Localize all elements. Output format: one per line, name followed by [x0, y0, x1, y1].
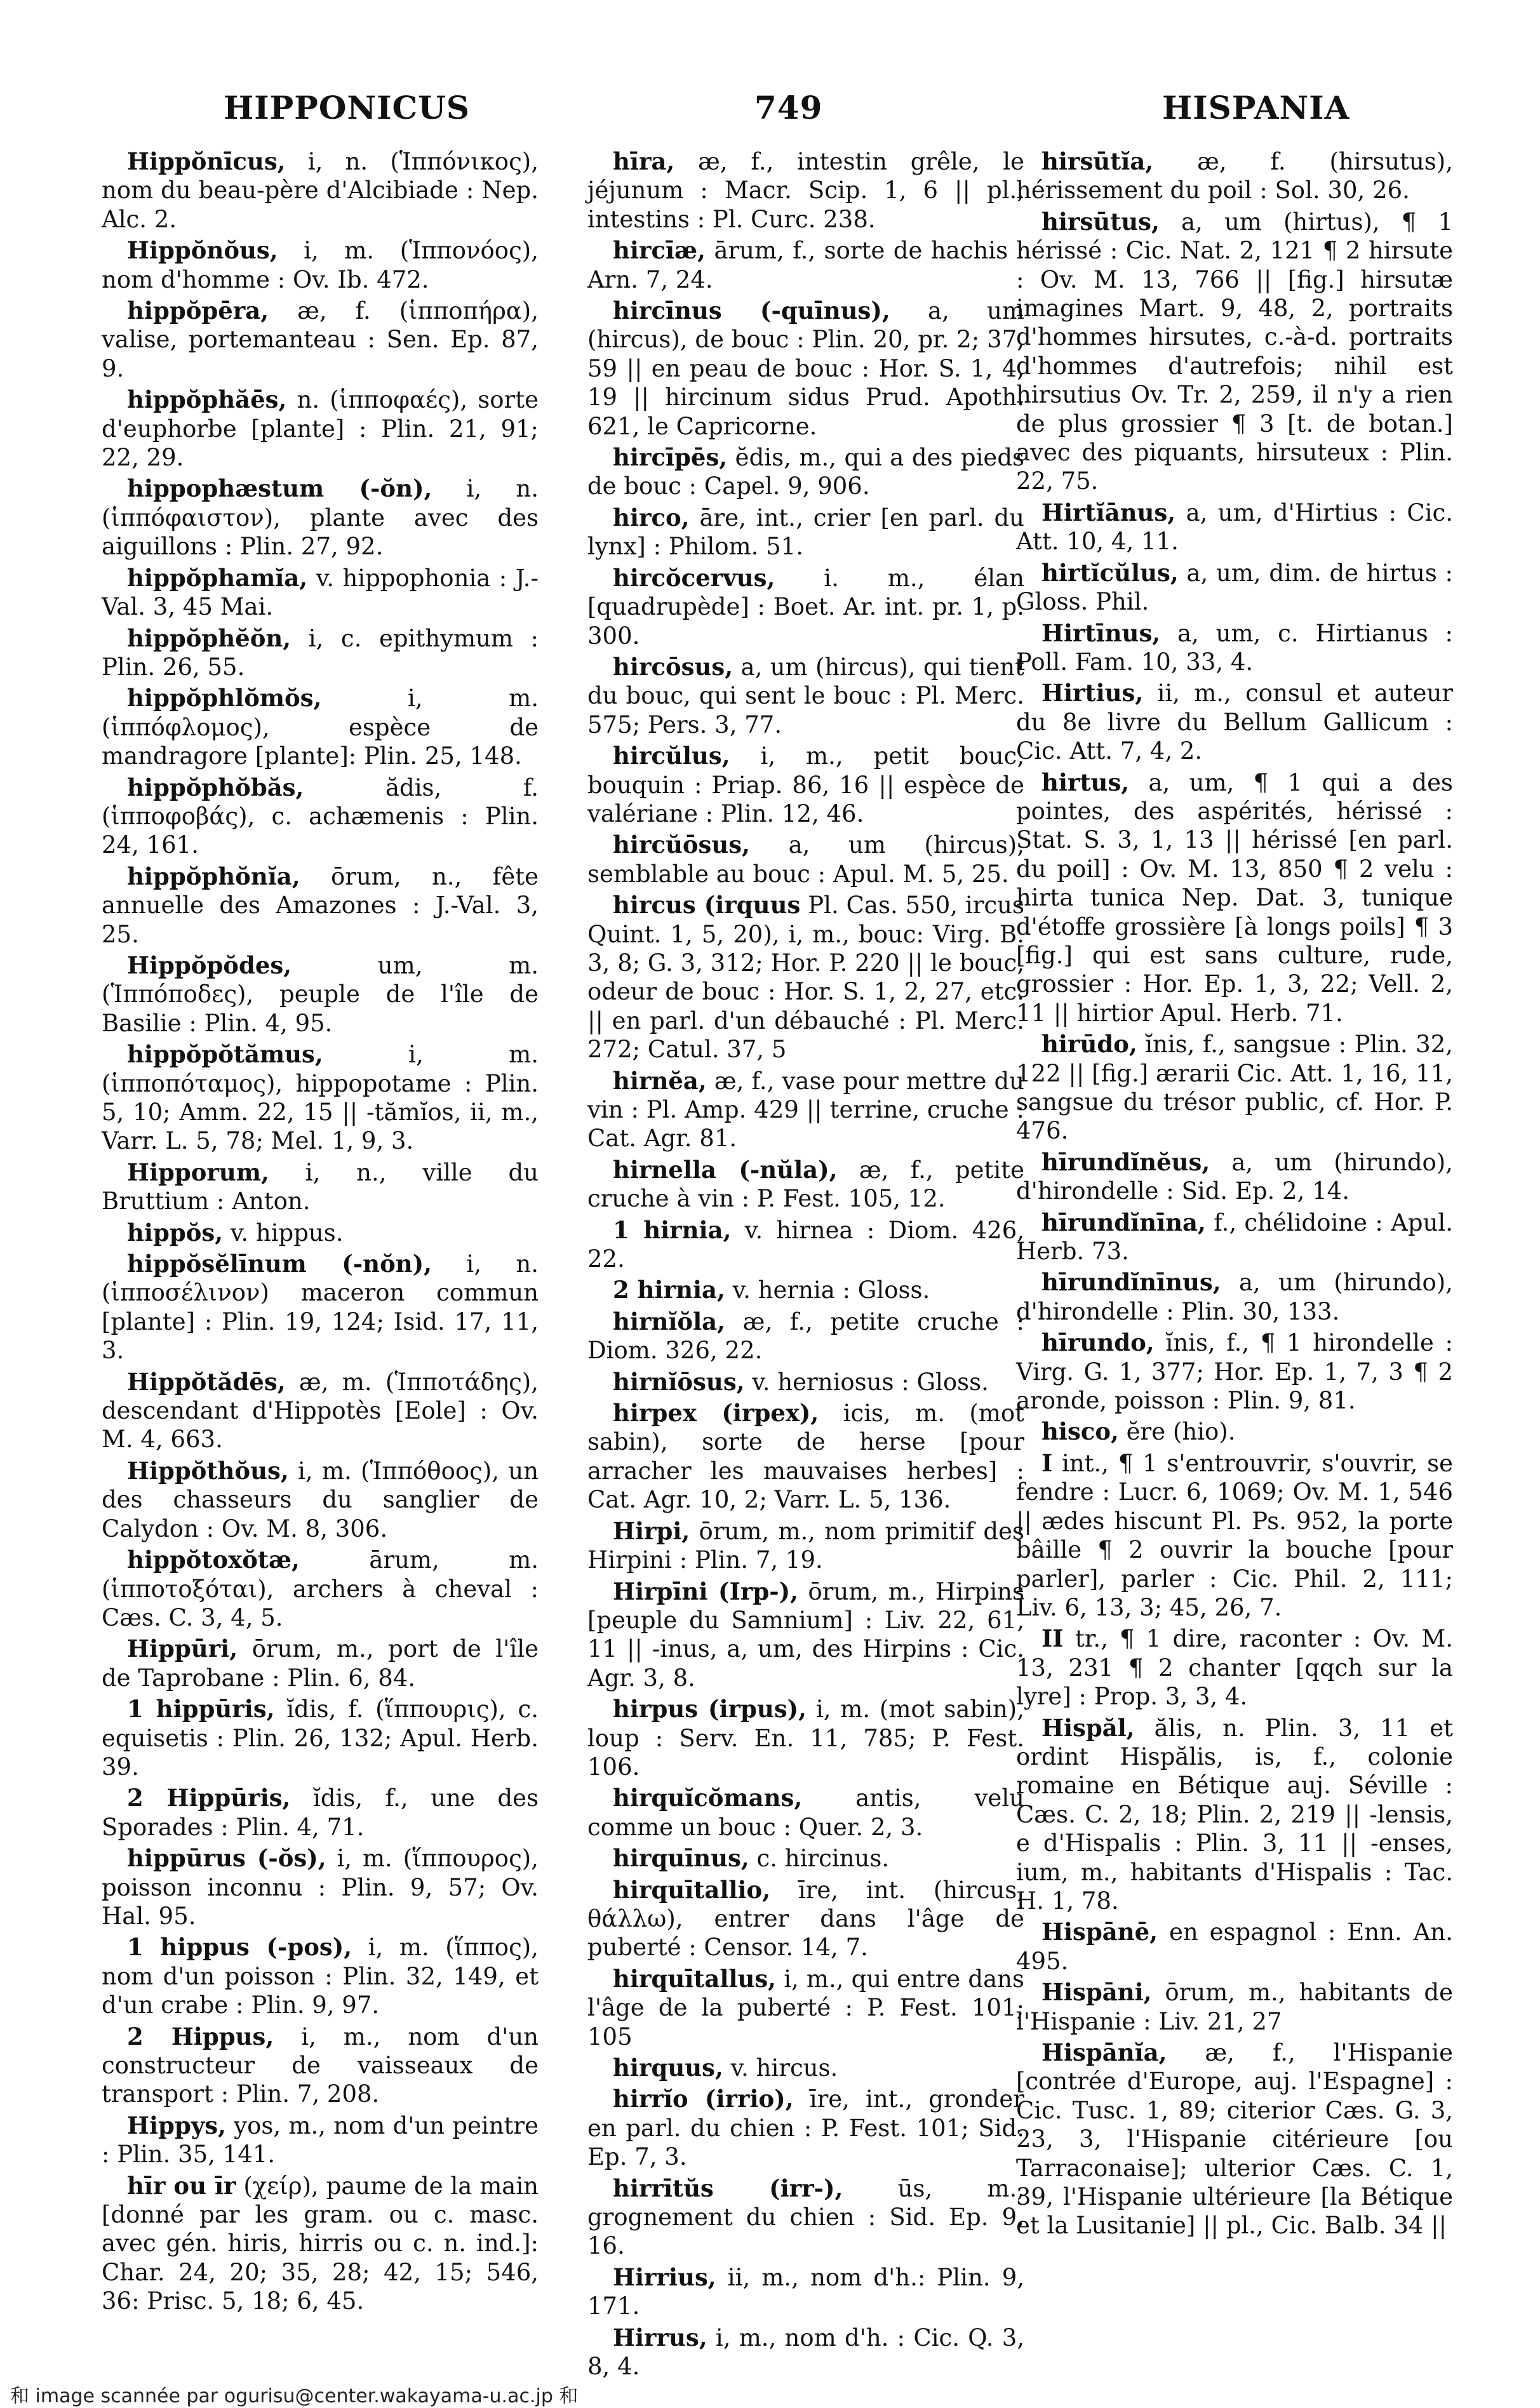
running-head-left: HIPPONICUS — [224, 89, 470, 126]
entry-headword: hirquītallio, — [613, 1875, 771, 1904]
entry-definition: ārum, f., sorte de hachis : Arn. 7, 24. — [587, 237, 1024, 293]
dictionary-entry — [1016, 768, 1453, 1028]
entry-headword: hircīæ, — [613, 236, 706, 265]
entry-definition: um, m. (Ἱππόποδες), peuple de l'île de Basilie : Plin. 4, 95. — [102, 951, 539, 1037]
entry-headword: hirquĭcŏmans, — [613, 1784, 803, 1812]
dictionary-entry — [102, 1158, 539, 1216]
entry-headword: hirpus (irpus), — [613, 1695, 807, 1723]
entry-headword: hippŏs, — [127, 1218, 224, 1247]
entry-headword: Hirrius, — [613, 2263, 716, 2291]
entry-definition: ūs, m., grognement du chien : Sid. Ep. 9, 16. — [587, 2174, 1025, 2260]
entry-definition: v. herniosus : Gloss. — [744, 1368, 989, 1396]
dictionary-entry — [102, 1368, 539, 1454]
entry-headword: hippŏphŏnĭa, — [127, 862, 300, 890]
entry-definition: v. hircus. — [723, 2054, 838, 2082]
dictionary-entry — [587, 1876, 1024, 1962]
entry-definition: ōrum, m., nom primitif des Hirpini : Plin. 7, 19. — [587, 1517, 1024, 1574]
entry-definition: tr., ¶ 1 dire, raconter : Ov. M. 13, 231 ¶ 2 chanter [qqch sur la lyre] : Prop. 3, 3, 4. — [1016, 1625, 1453, 1711]
dictionary-entry — [587, 1577, 1024, 1693]
dictionary-entry — [587, 1784, 1024, 1842]
entry-definition: æ, m. (Ἱπποτάδης), descendant d'Hippotès [Eole] : Ov. M. 4, 663. — [102, 1368, 539, 1454]
entry-definition: æ, f., petite cruche : Diom. 326, 22. — [587, 1308, 1024, 1365]
entry-definition: ĕdis, m., qui a des pieds de bouc : Capel. 9, 906. — [587, 444, 1024, 500]
entry-headword: Hippŏtădēs, — [127, 1367, 286, 1396]
entry-definition: antis, velu comme un bouc : Quer. 2, 3. — [587, 1784, 1024, 1841]
dictionary-entry — [587, 891, 1024, 1064]
dictionary-entry — [102, 147, 539, 234]
entry-definition: ōrum, m., Hirpins [peuple du Samnium] : Liv. 22, 61, 11 || -inus, a, um, des Hirpins : Cic. Agr. 3, 8. — [587, 1577, 1024, 1692]
entry-headword: hirco, — [613, 503, 690, 532]
dictionary-entry — [102, 624, 539, 682]
entry-definition: ădis, f. (ἱπποφοβάς), c. achæmenis : Plin. 24, 161. — [102, 773, 539, 859]
entry-headword: Hirpīni (Irp-), — [613, 1577, 798, 1605]
dictionary-entry — [587, 1216, 1024, 1274]
entry-definition: ĭnis, f., ¶ 1 hirondelle : Virg. G. 1, 377; Hor. Ep. 1, 7, 3 ¶ 2 aronde, poisson : Plin. 9, 81. — [1016, 1329, 1453, 1415]
entry-headword: hirquītallus, — [613, 1964, 777, 1993]
dictionary-entry — [102, 1250, 539, 1365]
entry-headword: Hippŏnŏus, — [127, 236, 278, 265]
dictionary-entry — [1016, 679, 1453, 765]
entry-headword: hirquus, — [613, 2054, 723, 2082]
entry-headword: hircīpēs, — [613, 443, 728, 472]
entry-headword: hircŭōsus, — [613, 831, 751, 859]
dictionary-entry — [1016, 1208, 1453, 1266]
entry-headword: hīrundĭnīna, — [1041, 1208, 1206, 1236]
dictionary-entry — [587, 1368, 1024, 1396]
entry-definition: ārum, m. (ἱπποτοξόται), archers à cheval : Cæs. C. 3, 4, 5. — [102, 1546, 539, 1631]
dictionary-entry — [102, 2172, 539, 2316]
entry-headword: Hirtīnus, — [1041, 619, 1161, 647]
entry-headword: Hippūri, — [127, 1635, 238, 1663]
entry-headword: hircōsus, — [613, 652, 733, 681]
entry-headword: hīrundĭnīnus, — [1041, 1268, 1221, 1297]
dictionary-entry — [102, 1457, 539, 1543]
dictionary-entry — [1016, 1918, 1453, 1976]
entry-headword: hirpex (irpex), — [613, 1399, 819, 1428]
dictionary-entry — [102, 385, 539, 472]
dictionary-entry — [102, 1040, 539, 1156]
entry-definition: æ, f., l'Hispanie [contrée d'Europe, auj. l'Espagne] : Cic. Tusc. 1, 89; citerior Cæs. G. 3, 23, 3, l'Hispanie citérieure [ou Tarraconaise]; ulterior Cæs. C. 1, 39, l'Hispanie ultérieure [la Bétique et la Lusitanie] || pl., Cic. Balb. 34 || — [1016, 2039, 1453, 2240]
entry-definition: i, m. (Ἱππόθοος), un des chasseurs du sanglier de Calydon : Ov. M. 8, 306. — [102, 1457, 539, 1542]
dictionary-entry — [587, 504, 1024, 561]
entry-definition: ōrum, m., port de l'île de Taprobane : Plin. 6, 84. — [102, 1635, 539, 1692]
entry-definition: a, um (hircus), qui tient du bouc, qui sent le bouc : Pl. Merc. 575; Pers. 3, 77. — [587, 653, 1024, 739]
dictionary-entry — [1016, 619, 1453, 677]
entry-definition: a, um (hirtus), ¶ 1 hérissé : Cic. Nat. 2, 121 ¶ 2 hirsute : Ov. M. 13, 766 || [fig.] hirsutæ imagines Mart. 9, 48, 2, portraits d'hommes hirsutes, c.-à-d. portraits d'hommes d'autrefois; nihil est hirsutius Ov. Tr. 2, 259, il n'y a rien de plus grossier ¶ 3 [t. de botan.] avec des piquants, hirsuteux : Plin. 22, 75. — [1016, 208, 1453, 495]
entry-headword: hirnella (-nŭla), — [613, 1155, 838, 1184]
entry-headword: I — [1041, 1448, 1053, 1477]
entry-headword: hippŏphĕŏn, — [127, 624, 291, 652]
entry-definition: a, um, d'Hirtius : Cic. Att. 10, 4, 11. — [1016, 498, 1453, 556]
entry-headword: hirūdo, — [1041, 1030, 1137, 1059]
entry-headword: hirnĭŏla, — [613, 1307, 725, 1335]
entry-definition: i, m., nom d'h. : Cic. Q. 3, 8, 4. — [587, 2324, 1024, 2381]
entry-headword: Hirpi, — [613, 1516, 690, 1545]
entry-definition: i, m. (ἵππουρος), poisson inconnu : Plin. 9, 57; Ov. Hal. 95. — [102, 1845, 539, 1930]
dictionary-entry — [102, 1844, 539, 1930]
entry-headword: hippŏpŏtămus, — [127, 1040, 323, 1069]
entry-definition: i, n. (ἱπποσέλινον) maceron commun [plante] : Plin. 19, 124; Isid. 17, 11, 3. — [102, 1250, 539, 1365]
entry-headword: hippŏpēra, — [127, 297, 269, 325]
column-1 — [102, 147, 539, 2318]
dictionary-entry — [587, 1695, 1024, 1781]
entry-definition: a, um, dim. de hirtus : Gloss. Phil. — [1016, 559, 1453, 616]
entry-headword: hisco, — [1041, 1417, 1119, 1446]
entry-headword: Hirtĭānus, — [1041, 498, 1176, 526]
entry-definition: ii, m., consul et auteur du 8e livre du Bellum Gallicum : Cic. Att. 7, 4, 2. — [1016, 679, 1453, 765]
entry-headword: hircŭlus, — [613, 742, 730, 770]
dictionary-entry — [587, 2263, 1024, 2321]
entry-definition: īre, int., gronder en parl. du chien : P. Fest. 101; Sid. Ep. 7, 3. — [587, 2085, 1024, 2171]
entry-definition: ii, m., nom d'h.: Plin. 9, 171. — [587, 2263, 1024, 2320]
dictionary-entry — [1016, 559, 1453, 617]
entry-definition: ălis, n. Plin. 3, 11 et ordint Hispălis, is, f., colonie romaine en Bétique auj. Séville : Cæs. C. 2, 18; Plin. 2, 219 || -lensis, e d'Hispalis : Plin. 3, 11 || -enses, ium, m., habitants d'Hispalis : Tac. H. 1, 78. — [1016, 1714, 1453, 1915]
entry-headword: hirnĭōsus, — [613, 1367, 745, 1396]
entry-definition: æ, f. (hirsutus), hérissement du poil : Sol. 30, 26. — [1016, 148, 1453, 204]
entry-headword: Hispăl, — [1041, 1713, 1135, 1742]
entry-definition: æ, f., vase pour mettre du vin : Pl. Amp. 429 || terrine, cruche : Cat. Agr. 81. — [587, 1067, 1024, 1153]
entry-headword: 1 hippūris, — [127, 1695, 275, 1723]
entry-definition: f., chélidoine : Apul. Herb. 73. — [1016, 1208, 1453, 1266]
entry-headword: hippŏphăēs, — [127, 385, 287, 414]
entry-definition: yos, m., nom d'un peintre : Plin. 35, 141. — [102, 2111, 539, 2169]
dictionary-entry — [587, 1156, 1024, 1214]
dictionary-entry — [102, 773, 539, 860]
entry-definition: i, n., ville du Bruttium : Anton. — [102, 1158, 539, 1215]
entry-definition: æ, f. (ἱπποπήρα), valise, portemanteau : Sen. Ep. 87, 9. — [102, 297, 539, 382]
entry-definition: i, m., petit bouc, bouquin : Priap. 86, 16 || espèce de valériane : Plin. 12, 46. — [587, 742, 1024, 827]
entry-headword: hirrĭo (irrio), — [613, 2085, 794, 2113]
entry-definition: a, um, c. Hirtianus : Poll. Fam. 10, 33, 4. — [1016, 619, 1453, 676]
entry-definition: īre, int. (hircus, θάλλω), entrer dans l'âge de puberté : Censor. 14, 7. — [587, 1876, 1024, 1962]
entry-headword: Hippŏnīcus, — [127, 147, 286, 175]
dictionary-entry — [587, 2054, 1024, 2082]
dictionary-entry — [102, 236, 539, 294]
entry-definition: icis, m. (mot sabin), sorte de herse [pour arracher les mauvaises herbes] : Cat. Agr. 10, 2; Varr. L. 5, 136. — [587, 1400, 1025, 1514]
entry-definition: v. hernia : Gloss. — [725, 1276, 930, 1304]
entry-headword: Hipporum, — [127, 1158, 269, 1186]
dictionary-entry — [587, 147, 1024, 234]
entry-headword: hippŏphamĭa, — [127, 563, 308, 592]
entry-headword: Hippŏthŏus, — [127, 1456, 289, 1485]
dictionary-entry — [102, 1635, 539, 1692]
entry-definition: æ, f., intestin grêle, le jéjunum : Macr. Scip. 1, 6 || pl., intestins : Pl. Curc. 238. — [587, 148, 1024, 233]
running-head-right: HISPANIA — [1162, 89, 1350, 126]
entry-headword: 1 hippus (-pos), — [127, 1933, 352, 1962]
entry-headword: hippŏtoxŏtæ, — [127, 1546, 300, 1574]
dictionary-entry — [1016, 2038, 1453, 2240]
dictionary-entry — [1016, 208, 1453, 496]
dictionary-entry — [1016, 498, 1453, 556]
dictionary-entry — [587, 653, 1024, 739]
entry-definition: (χείρ), paume de la main [donné par les gram. ou c. masc. avec gén. hiris, hirris ou c. n. ind.]: Char. 24, 20; 35, 28; 42, 15; 546, 36: Prisc. 5, 18; 6, 45. — [102, 2172, 539, 2315]
entry-headword: hirrītŭs (irr-), — [613, 2174, 843, 2202]
entry-headword: hippophæstum (-ŏn), — [127, 474, 432, 503]
entry-headword: 2 Hippus, — [127, 2022, 274, 2050]
dictionary-entry — [102, 951, 539, 1038]
column-3 — [1016, 147, 1453, 2243]
entry-definition: i, m., qui entre dans l'âge de la puberté : P. Fest. 101; 105 — [587, 1965, 1024, 2050]
entry-headword: hīra, — [613, 147, 675, 175]
dictionary-entry — [587, 1276, 1024, 1304]
entry-definition: i, m. (ἵππος), nom d'un poisson : Plin. 32, 149, et d'un crabe : Plin. 9, 97. — [102, 1934, 539, 2019]
entry-definition: i. m., élan [quadrupède] : Boet. Ar. int. pr. 1, p. 300. — [587, 564, 1024, 650]
scan-credit: 和 image scannée par ogurisu@center.wakayama-u.ac.jp 和 — [10, 2385, 579, 2407]
dictionary-entry — [587, 1965, 1024, 2051]
entry-headword: hīrundo, — [1041, 1328, 1155, 1357]
entry-definition: ōrum, m., habitants de l'Hispanie : Liv. 21, 27 — [1016, 1979, 1453, 2035]
entry-definition: a, um (hirundo), d'hirondelle : Plin. 30, 133. — [1016, 1269, 1453, 1325]
dictionary-entry — [587, 742, 1024, 828]
entry-definition: n. (ἱπποφαές), sorte d'euphorbe [plante] : Plin. 21, 91; 22, 29. — [102, 386, 539, 472]
entry-headword: Hippys, — [127, 2111, 226, 2139]
entry-definition: āre, int., crier [en parl. du lynx] : Philom. 51. — [587, 504, 1024, 561]
dictionary-entry — [1016, 1148, 1453, 1206]
entry-headword: hircŏcervus, — [613, 563, 775, 592]
dictionary-entry — [587, 2085, 1024, 2171]
dictionary-entry — [1016, 1328, 1453, 1415]
entry-definition: i, n. (ἱππόφαιστον), plante avec des aiguillons : Plin. 27, 92. — [102, 475, 539, 561]
dictionary-entry — [587, 1308, 1024, 1365]
dictionary-entry — [1016, 1030, 1453, 1146]
entry-definition: ĭdis, f., une des Sporades : Plin. 4, 71. — [102, 1784, 539, 1841]
dictionary-entry — [102, 297, 539, 383]
entry-headword: 2 hirnia, — [613, 1276, 725, 1304]
entry-definition: v. hippophonia : J.-Val. 3, 45 Mai. — [102, 564, 539, 621]
dictionary-entry — [587, 1067, 1024, 1153]
dictionary-entry — [102, 1933, 539, 2019]
dictionary-entry — [102, 2111, 539, 2169]
entry-definition: i, c. epithymum : Plin. 26, 55. — [102, 624, 539, 681]
entry-headword: hippŏphlŏmŏs, — [127, 684, 322, 712]
entry-headword: Hippŏpŏdes, — [127, 951, 292, 979]
dictionary-entry — [587, 1844, 1024, 1873]
dictionary-entry — [102, 862, 539, 949]
entry-definition: a, um (hircus), de bouc : Plin. 20, pr. 2; 37, 59 || en peau de bouc : Hor. S. 1, 4, 19 || hircinum sidus Prud. Apoth. 621, le Capricorne. — [587, 297, 1024, 440]
entry-definition: c. hircinus. — [749, 1845, 890, 1873]
entry-definition: i, m., nom d'un constructeur de vaisseaux de transport : Plin. 7, 208. — [102, 2023, 539, 2108]
dictionary-entry — [1016, 1417, 1453, 1446]
entry-definition: Pl. Cas. 550, ircus Quint. 1, 5, 20), i, m., bouc: Virg. B. 3, 8; G. 3, 312; Hor. P. 220 || le bouc, odeur de bouc : Hor. S. 1, 2, 27, etc. || en parl. d'un débauché : Pl. Merc. 272; Catul. 37, 5 — [587, 892, 1024, 1064]
dictionary-entry — [1016, 1268, 1453, 1326]
entry-definition: v. hirnea : Diom. 426, 22. — [587, 1216, 1025, 1273]
entry-definition: i, m. (mot sabin), loup : Serv. En. 11, 785; P. Fest. 106. — [587, 1696, 1025, 1781]
entry-headword: hircus (irquus — [613, 891, 801, 920]
entry-headword: hīr ou īr — [127, 2171, 236, 2200]
dictionary-entry — [1016, 1978, 1453, 2036]
entry-definition: ĕre (hio). — [1118, 1418, 1236, 1446]
dictionary-entry — [1016, 1449, 1453, 1622]
column-2 — [587, 147, 1024, 2383]
entry-definition: i, n. (Ἱππόνικος), nom du beau-père d'Alcibiade : Nep. Alc. 2. — [102, 148, 539, 233]
entry-headword: hippūrus (-ŏs), — [127, 1844, 326, 1873]
entry-definition: ĭnis, f., sangsue : Plin. 32, 122 || [fig.] ærarii Cic. Att. 1, 16, 11, sangsue du trésor public, cf. Hor. P. 476. — [1016, 1031, 1453, 1145]
dictionary-entry — [102, 1695, 539, 1781]
dictionary-entry — [587, 1517, 1024, 1575]
entry-headword: hirsūtus, — [1041, 207, 1160, 236]
entry-headword: hippŏsĕlīnum (-nŏn), — [127, 1250, 432, 1278]
entry-headword: hirnĕa, — [613, 1066, 707, 1095]
entry-definition: ĭdis, f. (ἵππουρις), c. equisetis : Plin. 26, 132; Apul. Herb. 39. — [102, 1696, 539, 1781]
entry-headword: hirquīnus, — [613, 1844, 749, 1873]
entry-headword: Hispānĭa, — [1041, 2038, 1167, 2066]
entry-definition: i, m. (ἱππόφλομος), espèce de mandragore [plante]: Plin. 25, 148. — [102, 685, 539, 770]
entry-definition: en espagnol : Enn. An. 495. — [1016, 1918, 1453, 1975]
dictionary-entry — [1016, 1714, 1453, 1916]
entry-headword: Hirtius, — [1041, 679, 1144, 707]
page-number: 749 — [754, 89, 823, 126]
dictionary-entry — [587, 2324, 1024, 2381]
dictionary-entry — [102, 1546, 539, 1632]
dictionary-entry — [1016, 1624, 1453, 1711]
dictionary-entry — [102, 684, 539, 770]
entry-definition: v. hippus. — [223, 1219, 344, 1247]
dictionary-entry — [102, 1784, 539, 1842]
entry-headword: Hirrus, — [613, 2323, 707, 2351]
entry-definition: æ, f., petite cruche à vin : P. Fest. 105, 12. — [587, 1156, 1024, 1213]
entry-definition: i, m. (ἱπποπόταμος), hippopotame : Plin. 5, 10; Amm. 22, 15 || -tămĭos, ii, m., Varr. L. 5, 78; Mel. 1, 9, 3. — [102, 1041, 539, 1155]
entry-headword: hirtus, — [1041, 768, 1130, 796]
entry-headword: 1 hirnia, — [613, 1215, 732, 1244]
entry-headword: hircīnus (-quīnus), — [613, 297, 890, 325]
entry-headword: II — [1041, 1624, 1064, 1653]
dictionary-entry — [587, 443, 1024, 501]
dictionary-entry — [587, 564, 1024, 650]
dictionary-entry — [587, 1399, 1024, 1515]
dictionary-entry — [587, 297, 1024, 441]
dictionary-entry — [102, 474, 539, 561]
dictionary-entry — [587, 2174, 1024, 2261]
dictionary-entry — [587, 831, 1024, 888]
entry-headword: hippŏphŏbăs, — [127, 773, 304, 801]
entry-headword: hirsūtĭa, — [1041, 147, 1154, 175]
dictionary-entry — [102, 1219, 539, 1247]
entry-headword: Hispāni, — [1041, 1978, 1152, 2007]
entry-definition: int., ¶ 1 s'entrouvrir, s'ouvrir, se fendre : Lucr. 6, 1069; Ov. M. 1, 546 || ædes hiscunt Pl. Ps. 952, la porte bâille ¶ 2 ouvrir la bouche [pour parler], parler : Cic. Phil. 2, 111; Liv. 6, 13, 3; 45, 26, 7. — [1016, 1449, 1453, 1621]
dictionary-entry — [102, 2023, 539, 2109]
entry-definition: a, um, ¶ 1 qui a des pointes, des aspérités, hérissé : Stat. S. 3, 1, 13 || hérissé [en parl. du poil] : Ov. M. 13, 850 ¶ 2 velu : hirta tunica Nep. Dat. 3, tunique d'étoffe grossière [à longs poils] ¶ 3 [fig.] qui est sans culture, rude, grossier : Hor. Ep. 1, 3, 22; Vell. 2, 11 || hirtior Apul. Herb. 71. — [1016, 768, 1453, 1027]
entry-headword: Hispānē, — [1041, 1918, 1158, 1946]
dictionary-entry — [1016, 147, 1453, 205]
entry-definition: a, um (hircus), semblable au bouc : Apul. M. 5, 25. — [587, 831, 1024, 888]
entry-definition: a, um (hirundo), d'hirondelle : Sid. Ep. 2, 14. — [1016, 1148, 1453, 1205]
entry-definition: ōrum, n., fête annuelle des Amazones : J.-Val. 3, 25. — [102, 862, 539, 948]
entry-definition: i, m. (Ἱππονόος), nom d'homme : Ov. Ib. 472. — [102, 237, 539, 293]
entry-headword: hīrundĭnĕus, — [1041, 1147, 1210, 1176]
entry-headword: 2 Hippūris, — [127, 1784, 291, 1812]
dictionary-entry — [102, 564, 539, 622]
entry-headword: hirtĭcŭlus, — [1041, 558, 1179, 587]
dictionary-entry — [587, 236, 1024, 294]
